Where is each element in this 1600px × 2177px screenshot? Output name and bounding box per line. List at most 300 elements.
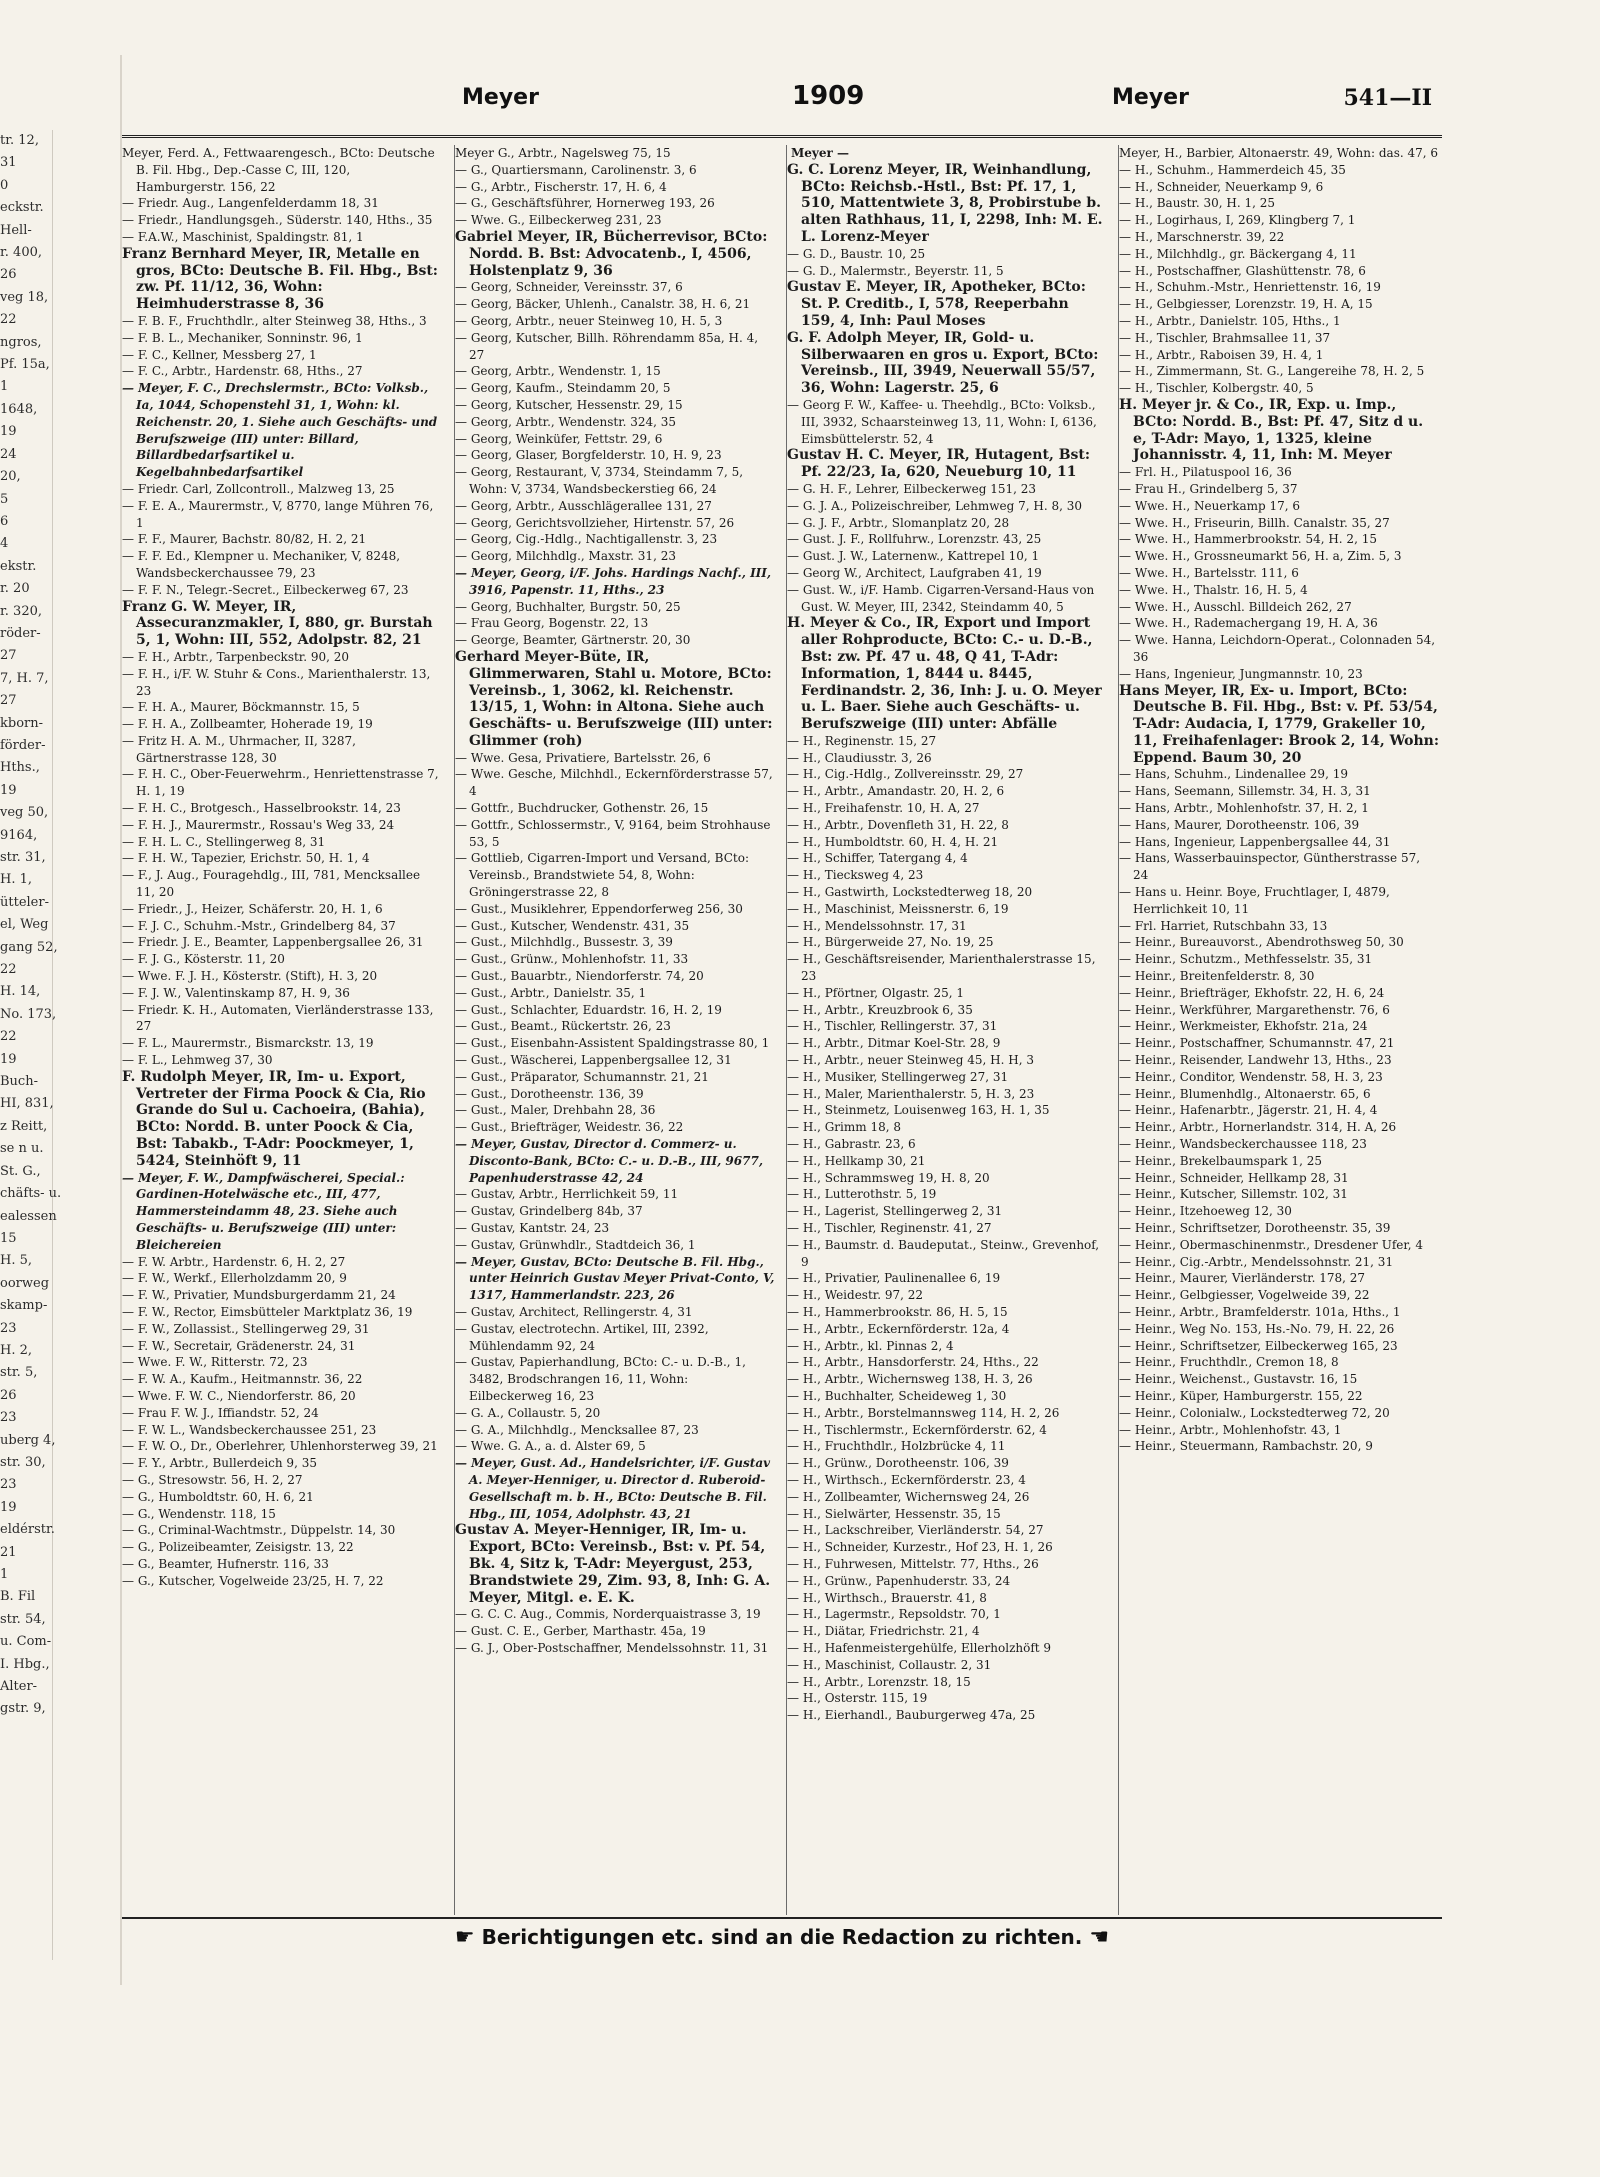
directory-entry: — H., Marschnerstr. 39, 22 [1119,229,1285,244]
sliver-line: 19 [0,1051,17,1067]
directory-entry: — Gust. J. F., Rollfuhrw., Lorenzstr. 43, 25 [787,532,1042,547]
directory-entry: — Wwe. Gesche, Milchhdl., Eckernförderstrasse 57, 4 [455,767,773,799]
directory-entry: — Fritz H. A. M., Uhrmacher, II, 3287, Gärtnerstrasse 128, 30 [122,733,356,765]
directory-entry: — Gustav, Grünwhdlr., Stadtdeich 36, 1 [455,1237,696,1252]
sliver-line: H. 14, [0,984,41,1000]
directory-entry: — Georg W., Architect, Laufgraben 41, 19 [787,565,1042,580]
sliver-line: Alter- [0,1679,38,1695]
directory-entry: — Heinr., Arbtr., Bramfelderstr. 101a, Hths., 1 [1119,1304,1401,1319]
pointing-hand-right-icon: ☚ [1089,1925,1110,1950]
sliver-line: 9164, [0,827,38,843]
pointing-hand-left-icon: ☛ [454,1925,475,1950]
directory-entry: — Heinr., Werkführer, Margarethenstr. 76, 6 [1119,1002,1390,1017]
directory-entry: — F. L., Maurermstr., Bismarckstr. 13, 19 [122,1036,374,1051]
sliver-line: ngros, [0,334,42,350]
directory-entry: — F. W. A., Kaufm., Heitmannstr. 36, 22 [122,1372,363,1387]
directory-entry: — Wwe. H., Thalstr. 16, H. 5, 4 [1119,582,1308,597]
directory-entry: — F. W. Arbtr., Hardenstr. 6, H. 2, 27 [122,1254,346,1269]
directory-entry: F. Rudolph Meyer, IR, Im- u. Export, Vertreter der Firma Poock & Cia, Rio Grande do Sul u. Cachoeira, (Bahia), BCto: Nordd. B. unter Poock & Cia, Bst: Tabakb., T-Adr: Poockmeyer, 1, 5424, Steinhöft 9, 11 [122,1068,426,1169]
directory-entry: — Frau Georg, Bogenstr. 22, 13 [455,616,649,631]
directory-entry: — Heinr., Werkmeister, Ekhofstr. 21a, 24 [1119,1019,1368,1034]
directory-entry: — H., Postschaffner, Glashüttenstr. 78, 6 [1119,263,1366,278]
sliver-line: 26 [0,267,17,283]
directory-entry: — H., Arbtr., kl. Pinnas 2, 4 [787,1338,954,1353]
directory-entry: — Heinr., Schutzm., Methfesselstr. 35, 31 [1119,952,1373,967]
sliver-line: Pf. 15a, [0,357,50,373]
directory-entry: Meyer, H., Barbier, Altonaerstr. 49, Wohn: das. 47, 6 [1119,146,1439,160]
directory-entry: — H., Cig.-Hdlg., Zollvereinsstr. 29, 27 [787,767,1024,782]
sliver-line: I. Hbg., [0,1656,50,1672]
directory-entry: — Friedr. Aug., Langenfelderdamm 18, 31 [122,196,379,211]
directory-entry: — Meyer, F. W., Dampfwäscherei, Special.: Gardinen-Hotelwäsche etc., III, 477, Hammersteindamm 48, 23. Siehe auch Geschäfts- u. Berufszweige (III) unter: Bleichereien [122,1170,405,1252]
directory-entry: — Georg, Glaser, Borgfelderstr. 10, H. 9, 23 [455,448,722,463]
directory-entry: — Heinr., Maurer, Vierländerstr. 178, 27 [1119,1271,1366,1286]
directory-entry: — H., Grünw., Dorotheenstr. 106, 39 [787,1456,1009,1471]
sliver-line: St. G., [0,1163,41,1179]
directory-entry: Franz Bernhard Meyer, IR, Metalle en gros, BCto: Deutsche B. Fil. Hbg., Bst: zw. Pf. 11/12, 36, Wohn: Heimhuderstrasse 8, 36 [122,245,438,313]
sliver-line: el, Weg [0,917,49,933]
directory-entry: — H., Schuhm., Hammerdeich 45, 35 [1119,162,1346,177]
directory-entry: — H., Humboldtstr. 60, H. 4, H. 21 [787,834,999,849]
sliver-line: 1 [0,1567,9,1582]
directory-entry: — H., Privatier, Paulinenallee 6, 19 [787,1271,1001,1286]
sliver-line: gstr. 9, [0,1701,46,1717]
directory-entry: — Gust., Präparator, Schumannstr. 21, 21 [455,1069,709,1084]
sliver-line: gang 52, [0,939,58,955]
directory-entry: Gustav H. C. Meyer, IR, Hutagent, Bst: Pf. 22/23, Ia, 620, Neueburg 10, 11 [787,447,1091,481]
directory-entry: — F. W., Rector, Eimsbütteler Marktplatz 36, 19 [122,1304,413,1319]
directory-entry: — G., Polizeibeamter, Zeisigstr. 13, 22 [122,1540,354,1555]
directory-entry: — F. W., Zollassist., Stellingerweg 29, 31 [122,1321,370,1336]
sliver-line: str. 31, [0,850,46,865]
directory-entry: — H., Arbtr., Amandastr. 20, H. 2, 6 [787,784,1005,799]
directory-entry: — Heinr., Conditor, Wendenstr. 58, H. 3, 23 [1119,1069,1383,1084]
directory-entry: — H., Hellkamp 30, 21 [787,1153,926,1168]
directory-entry: — F. E. A., Maurermstr., V, 8770, lange Mühren 76, 1 [122,498,434,530]
directory-entry: — Georg, Bäcker, Uhlenh., Canalstr. 38, H. 6, 21 [455,297,751,312]
directory-entry: — H., Tischler, Brahmsallee 11, 37 [1119,330,1331,345]
sliver-line: 4 [0,536,9,552]
directory-entry: — Heinr., Wandsbeckerchaussee 118, 23 [1119,1137,1367,1152]
directory-entry: — Heinr., Arbtr., Hornerlandstr. 314, H. A, 26 [1119,1120,1397,1135]
sliver-line: 5 [0,491,9,507]
sliver-line: 20, [0,469,21,485]
directory-entry: — Wwe. Hanna, Leichdorn-Operat., Colonnaden 54, 36 [1119,633,1436,664]
directory-entry: — Gust., Milchhdlg., Bussestr. 3, 39 [455,935,673,950]
directory-entry: — Georg F. W., Kaffee- u. Theehdlg., BCto: Volksb., III, 3932, Schaarsteinweg 13, 11, Wohn: I, 6136, Eimsbüttelerstr. 52, 4 [787,397,1097,446]
directory-entry: — F. F., Maurer, Bachstr. 80/82, H. 2, 21 [122,532,367,547]
running-head-left: Meyer [462,85,539,110]
directory-entry: — G. J. A., Polizeischreiber, Lehmweg 7, H. 8, 30 [787,498,1083,513]
sliver-line: 7, H. 7, [0,670,49,686]
directory-entry: — H., Buchhalter, Scheideweg 1, 30 [787,1388,1007,1403]
directory-entry: — H., Arbtr., Eckernförderstr. 12a, 4 [787,1321,1010,1336]
directory-entry: — H., Fuhrwesen, Mittelstr. 77, Hths., 26 [787,1556,1039,1571]
sliver-line: 31 [0,155,17,171]
sliver-line: ütteler- [0,894,49,910]
directory-entry: — F. H. L. C., Stellingerweg 8, 31 [122,834,326,849]
directory-entry: — F. F. N., Telegr.-Secret., Eilbeckerweg 67, 23 [122,582,409,597]
directory-entry: — H., Mendelssohnstr. 17, 31 [787,918,967,933]
directory-entry: — Georg, Cig.-Hdlg., Nachtigallenstr. 3, 23 [455,532,718,547]
directory-entry: — Gustav, Kantstr. 24, 23 [455,1221,610,1235]
directory-entry: — Meyer, Gust. Ad., Handelsrichter, i/F. Gustav A. Meyer-Henniger, u. Director d. Ruberoid-Gesellschaft m. b. H., BCto: Deutsche B. Fil. Hbg., III, 1054, Adolphstr. 43, 21 [455,1456,771,1521]
directory-entry: — Georg, Kutscher, Billh. Röhrendamm 85a, H. 4, 27 [455,330,759,362]
directory-entry: — Wwe. Gesa, Privatiere, Bartelsstr. 26, 6 [455,750,711,765]
directory-entry: — H., Wirthsch., Brauerstr. 41, 8 [787,1590,987,1605]
sliver-line: 23 [0,1410,17,1426]
directory-entry: — H., Wirthsch., Eckernförderstr. 23, 4 [787,1472,1026,1487]
sliver-line: Hell- [0,222,32,238]
directory-entry: — Heinr., Weichenst., Gustavstr. 16, 15 [1119,1372,1358,1387]
directory-entry: — H., Steinmetz, Louisenweg 163, H. 1, 35 [787,1103,1050,1118]
sliver-line: ealessen [0,1208,57,1224]
directory-entry: — F.A.W., Maschinist, Spaldingstr. 81, 1 [122,229,364,244]
sliver-line: 6 [0,513,9,529]
directory-entry: — G., Quartiersmann, Carolinenstr. 3, 6 [455,162,697,177]
directory-entry: — H., Grünw., Papenhuderstr. 33, 24 [787,1573,1011,1588]
directory-entry: — Heinr., Schriftsetzer, Eilbeckerweg 165, 23 [1119,1338,1398,1353]
directory-entry: — Heinr., Kutscher, Sillemstr. 102, 31 [1119,1187,1348,1202]
directory-entry: — F. F. Ed., Klempner u. Mechaniker, V, 8248, Wandsbeckerchaussee 79, 23 [122,549,401,580]
directory-entry: — Meyer, Gustav, BCto: Deutsche B. Fil. Hbg., unter Heinrich Gustav Meyer Privat-Conto, V, 1317, Hammerlandstr. 223, 26 [455,1254,775,1303]
directory-entry: Gabriel Meyer, IR, Bücherrevisor, BCto: Nordd. B. Bst: Advocatenb., I, 4506, Holstenplatz 9, 36 [455,228,768,279]
directory-entry: — G. D., Malermstr., Beyerstr. 11, 5 [787,263,1004,278]
directory-entry: — Heinr., Brekelbaumspark 1, 25 [1119,1153,1322,1168]
directory-entry: — H., Logirhaus, I, 269, Klingberg 7, 1 [1119,213,1356,228]
sliver-line: 23 [0,1320,17,1336]
directory-entry: — H., Musiker, Stellingerweg 27, 31 [787,1069,1009,1084]
directory-entry: — Gust., Wäscherei, Lappenbergsallee 12, 31 [455,1053,732,1068]
directory-entry: — Hans, Ingenieur, Jungmannstr. 10, 23 [1119,666,1363,681]
directory-entry: — H., Schuhm.-Mstr., Henriettenstr. 16, 19 [1119,280,1381,295]
sliver-line: str. 54, [0,1611,46,1627]
directory-entry: G. C. Lorenz Meyer, IR, Weinhandlung, BCto: Reichsb.-Hstl., Bst: Pf. 17, 1, 510, Mattentwiete 3, 8, Probirstube b. alten Rathhaus, 11, I, 2298, Inh: M. E. L. Lorenz-Meyer [787,161,1103,245]
directory-entry: — H., Schiffer, Tatergang 4, 4 [787,851,968,866]
directory-entry: — Georg, Arbtr., Wendenstr. 324, 35 [455,414,677,429]
directory-entry: — Gustav, electrotechn. Artikel, III, 2392, Mühlendamm 92, 24 [455,1321,709,1353]
directory-entry: — H., Schneider, Neuerkamp 9, 6 [1119,179,1324,194]
sliver-line: H. 1, [0,872,33,888]
directory-entry: Gerhard Meyer-Büte, IR, Glimmerwaren, Stahl u. Motore, BCto: Vereinsb., 1, 3062, kl. Reichenstr. 13/15, 1, Wohn: in Altona. Siehe auch Geschäfts- u. Berufszweige (III) unter: Glimmer (roh) [455,648,773,749]
directory-entry: Hans Meyer, IR, Ex- u. Import, BCto: Deutsche B. Fil. Hbg., Bst: v. Pf. 53/54, T-Adr: Audacia, I, 1779, Grakeller 10, 11, Freihafenlager: Brook 2, 14, Wohn: Eppend. Baum 30, 20 [1119,682,1440,766]
directory-entry: — F. W., Secretair, Grädenerstr. 24, 31 [122,1338,356,1353]
directory-entry: — Gust., Schlachter, Eduardstr. 16, H. 2, 19 [455,1002,722,1017]
directory-entry: G. F. Adolph Meyer, IR, Gold- u. Silberwaaren en gros u. Export, BCto: Vereinsb., III, 3949, Neuerwall 55/57, 36, Wohn: Lagerstr. 25, 6 [787,329,1099,397]
directory-entry: — Heinr., Küper, Hamburgerstr. 155, 22 [1119,1388,1363,1403]
sliver-line: 15 [0,1230,17,1246]
sliver-line: 0 [0,177,9,193]
directory-entry: — F. H. J., Maurermstr., Rossau's Weg 33, 24 [122,817,395,832]
directory-entry: — Gottfr., Buchdrucker, Gothenstr. 26, 15 [455,801,709,816]
sliver-line: eckstr. [0,200,44,216]
directory-entry: — H., Lagerist, Stellingerweg 2, 31 [787,1204,1003,1219]
sliver-line: förder- [0,737,46,753]
sliver-line: 19 [0,1499,17,1515]
directory-entry: — Gustav, Arbtr., Herrlichkeit 59, 11 [455,1187,679,1202]
directory-entry: — Friedr. J. E., Beamter, Lappenbergsallee 26, 31 [122,935,424,950]
directory-entry: — G. A., Collaustr. 5, 20 [455,1405,601,1420]
directory-entry: — Wwe. G., Eilbeckerweg 231, 23 [455,213,662,228]
sliver-line: Hths., [0,760,40,776]
sliver-line: r. 400, [0,245,42,261]
column-4 [1118,145,1443,1915]
directory-entry: — F. H. W., Tapezier, Erichstr. 50, H. 1, 4 [122,851,370,866]
directory-entry: — Gottfr., Schlossermstr., V, 9164, beim Strohhause 53, 5 [455,817,771,849]
directory-entry: — H., Eierhandl., Bauburgerweg 47a, 25 [787,1708,1036,1723]
sliver-line: No. 173, [0,1006,57,1022]
directory-entry: — Wwe. H., Hammerbrookstr. 54, H. 2, 15 [1119,532,1377,547]
directory-entry: — H., Tiecksweg 4, 23 [787,868,924,883]
directory-entry: — Gust., Eisenbahn-Assistent Spaldingstrasse 80, 1 [455,1036,770,1051]
directory-entry: — Georg, Kaufm., Steindamm 20, 5 [455,381,671,396]
directory-entry: — F. C., Kellner, Messberg 27, 1 [122,347,317,362]
directory-entry: — H., Schrammsweg 19, H. 8, 20 [787,1170,990,1185]
directory-entry: — H., Sielwärter, Hessenstr. 35, 15 [787,1506,1001,1521]
sliver-line: kborn- [0,715,44,731]
directory-entry: — Gust., Grünw., Mohlenhofstr. 11, 33 [455,952,689,967]
directory-entry: — Frl. Harriet, Rutschbahn 33, 13 [1119,918,1328,933]
sliver-line: HI, 831, [0,1096,54,1112]
directory-entry: — F. J. C., Schuhm.-Mstr., Grindelberg 84, 37 [122,918,396,933]
directory-entry: — Heinr., Gelbgiesser, Vogelweide 39, 22 [1119,1288,1370,1303]
directory-entry: — H., Hafenmeistergehülfe, Ellerholzhöft 9 [787,1640,1052,1655]
sliver-line: 22 [0,962,17,978]
directory-entry: — Wwe. H., Grossneumarkt 56, H. a, Zim. 5, 3 [1119,549,1402,564]
directory-entry: — George, Beamter, Gärtnerstr. 20, 30 [455,633,691,648]
directory-entry: — Friedr. K. H., Automaten, Vierländerstrasse 133, 27 [122,1002,434,1034]
sliver-line: chäfts- u. [0,1186,62,1202]
directory-entry: — Hans, Arbtr., Mohlenhofstr. 37, H. 2, 1 [1119,801,1369,816]
sliver-line: se n u. [0,1141,44,1157]
directory-entry: — H., Lagermstr., Repsoldstr. 70, 1 [787,1607,1001,1622]
directory-entry: — Gust. J. W., Laternenw., Kattrepel 10, 1 [787,549,1040,564]
directory-entry: — G. C. C. Aug., Commis, Norderquaistrasse 3, 19 [455,1607,761,1622]
header-rule [122,135,1442,138]
directory-entry: — H., Arbtr., Dovenfleth 31, H. 22, 8 [787,817,1009,832]
directory-entry: — H., Arbtr., Lorenzstr. 18, 15 [787,1674,971,1689]
directory-entry: — H., Zimmermann, St. G., Langereihe 78, H. 2, 5 [1119,364,1425,379]
directory-entry: — Heinr., Itzehoeweg 12, 30 [1119,1204,1292,1219]
directory-entry: Franz G. W. Meyer, IR, Assecuranzmakler, I, 880, gr. Burstah 5, 1, Wohn: III, 552, Adolpstr. 82, 21 [122,598,433,649]
directory-entry: — Gustav, Papierhandlung, BCto: C.- u. D.-B., 1, 3482, Brodschrangen 16, 11, Wohn: Eilbeckerweg 16, 23 [455,1355,746,1403]
directory-entry: — Frl. H., Pilatuspool 16, 36 [1119,465,1292,480]
directory-entry: — Georg, Restaurant, V, 3734, Steindamm 7, 5, Wohn: V, 3734, Wandsbeckerstieg 66, 24 [455,465,744,496]
sliver-line: 27 [0,648,17,664]
directory-entry: — Hans, Wasserbauinspector, Güntherstrasse 57, 24 [1119,851,1421,883]
directory-entry: — F. H. C., Brotgesch., Hasselbrookstr. 14, 23 [122,801,401,816]
running-head-right: Meyer [1112,85,1189,110]
directory-entry: — Meyer, Georg, i/F. Johs. Hardings Nachf., III, 3916, Papenstr. 11, Hths., 23 [455,565,772,597]
directory-entry: — Heinr., Blumenhdlg., Altonaerstr. 65, 6 [1119,1086,1371,1101]
directory-entry: — Gust., Arbtr., Danielstr. 35, 1 [455,985,647,1000]
column-2 [454,145,779,1915]
running-head-year: 1909 [792,81,865,111]
directory-entry: — H., Zollbeamter, Wichernsweg 24, 26 [787,1489,1030,1504]
directory-entry: — H., Arbtr., neuer Steinweg 45, H. H, 3 [787,1053,1035,1068]
directory-entry: — Hans, Seemann, Sillemstr. 34, H. 3, 31 [1119,784,1371,799]
directory-entry: — H., Gelbgiesser, Lorenzstr. 19, H. A, 15 [1119,297,1373,312]
directory-entry: H. Meyer & Co., IR, Export und Import aller Rohproducte, BCto: C.- u. D.-B., Bst: zw. Pf. 47 u. 48, Q 41, T-Adr: Information, 1, 8444 u. 8445, Ferdinandstr. 2, 36, Inh: J. u. O. Meyer u. L. Baer. Siehe auch Geschäfts- u. Berufszweige (III) unter: Abfälle [787,615,1102,733]
directory-entry: — H., Tischlermstr., Eckernförderstr. 62, 4 [787,1422,1047,1437]
directory-entry: — Hans, Maurer, Dorotheenstr. 106, 39 [1119,817,1360,832]
directory-entry: — F. H., Arbtr., Tarpenbeckstr. 90, 20 [122,649,350,664]
directory-entry: — H., Arbtr., Danielstr. 105, Hths., 1 [1119,313,1341,328]
directory-entry: — H., Reginenstr. 15, 27 [787,733,937,748]
directory-entry: — G., Stresowstr. 56, H. 2, 27 [122,1472,303,1487]
directory-entry: — Gust., Musiklehrer, Eppendorferweg 256, 30 [455,901,743,916]
directory-entry: — F. W. L., Wandsbeckerchaussee 251, 23 [122,1422,377,1437]
directory-entry: — Heinr., Reisender, Landwehr 13, Hths., 23 [1119,1053,1392,1068]
directory-entry: — Meyer, F. C., Drechslermstr., BCto: Volksb., Ia, 1044, Schopenstehl 31, 1, Wohn: kl. Reichenstr. 20, 1. Siehe auch Geschäfts- und Berufszweige (III) unter: Billard, Billardbedarfsartikel u. Kegelbahnbedarfsartikel [122,381,438,480]
directory-entry: — Gust., Dorotheenstr. 136, 39 [455,1086,644,1101]
directory-entry: — H., Arbtr., Ditmar Koel-Str. 28, 9 [787,1036,1001,1051]
directory-entry: — Gustav, Architect, Rellingerstr. 4, 31 [455,1304,693,1319]
sliver-line: ekstr. [0,558,37,574]
column-1 [122,145,446,1915]
directory-entry: — H., Maschinist, Collaustr. 2, 31 [787,1657,992,1672]
directory-entry: — F. B. L., Mechaniker, Sonninstr. 96, 1 [122,330,363,345]
directory-entry: — Gust., Maler, Drehbahn 28, 36 [455,1103,656,1118]
directory-entry: — G., Criminal-Wachtmstr., Düppelstr. 14, 30 [122,1523,396,1538]
column-3 [786,145,1111,1915]
directory-entry: — H., Weidestr. 97, 22 [787,1288,923,1303]
sliver-line: eldérstr. [0,1522,55,1538]
sliver-line: skamp- [0,1298,48,1314]
directory-entry: — H., Grimm 18, 8 [787,1120,901,1135]
directory-entry: Gustav A. Meyer-Henniger, IR, Im- u. Export, BCto: Vereinsb., Bst: v. Pf. 54, Bk. 4, Sitz k, T-Adr: Meyergust, 253, Brandstwiete 29, Zim. 93, 8, Inh: G. A. Meyer, Mitgl. e. E. K. [455,1522,771,1606]
directory-entry: — Wwe. H., Neuerkamp 17, 6 [1119,498,1301,513]
directory-entry: — F. J. G., Kösterstr. 11, 20 [122,952,285,967]
directory-entry: — H., Milchhdlg., gr. Bäckergang 4, 11 [1119,246,1357,261]
directory-entry: — Heinr., Fruchthdlr., Cremon 18, 8 [1119,1355,1339,1370]
directory-entry: — H., Gabrastr. 23, 6 [787,1137,916,1152]
directory-entry: — Georg, Arbtr., neuer Steinweg 10, H. 5, 3 [455,313,723,328]
directory-entry: — H., Arbtr., Borstelmannsweg 114, H. 2, 26 [787,1405,1060,1420]
directory-entry: — Heinr., Obermaschinenmstr., Dresdener Ufer, 4 [1119,1237,1424,1252]
directory-entry: — Heinr., Breitenfelderstr. 8, 30 [1119,969,1315,984]
sliver-line: u. Com- [0,1634,52,1650]
sliver-line: veg 50, [0,805,49,821]
directory-entry: — Hans, Ingenieur, Lappenbergsallee 44, 31 [1119,834,1391,849]
directory-entry: — H., Geschäftsreisender, Marienthalerstrasse 15, 23 [787,952,1096,984]
directory-entry: — Georg, Gerichtsvollzieher, Hirtenstr. 57, 26 [455,515,735,530]
directory-entry: — Gust., Kutscher, Wendenstr. 431, 35 [455,918,690,933]
directory-entry: — H., Tischler, Reginenstr. 41, 27 [787,1221,992,1235]
directory-entry: — G., Beamter, Hufnerstr. 116, 33 [122,1556,329,1571]
directory-entry: — Wwe. H., Rademachergang 19, H. A, 36 [1119,616,1378,631]
sliver-line: Buch- [0,1074,38,1090]
sliver-line: uberg 4, [0,1432,56,1448]
sliver-line: 21 [0,1544,17,1560]
directory-entry: — F., J. Aug., Fouragehdlg., III, 781, Mencksallee 11, 20 [122,868,421,900]
directory-entry: — H., Osterstr. 115, 19 [787,1691,928,1706]
directory-entry: — H., Maschinist, Meissnerstr. 6, 19 [787,901,1009,916]
directory-entry: — Wwe. H., Ausschl. Billdeich 262, 27 [1119,599,1352,614]
sliver-line: oorweg [0,1275,50,1291]
directory-entry: — F. W., Privatier, Mundsburgerdamm 21, 24 [122,1288,396,1303]
directory-entry: — Gottlieb, Cigarren-Import und Versand, BCto: Vereinsb., Brandstwiete 54, 8, Wohn: Gröningerstrasse 22, 8 [455,851,749,900]
directory-entry: — Friedr., Handlungsgeh., Süderstr. 140, Hths., 35 [122,213,433,228]
directory-entry: — H., Tischler, Kolbergstr. 40, 5 [1119,381,1314,396]
sliver-line: 19 [0,782,17,798]
sliver-line: 26 [0,1387,17,1403]
directory-entry: — F. W., Werkf., Ellerholzdamm 20, 9 [122,1271,347,1286]
sliver-line: 27 [0,693,17,709]
directory-entry: — F. W. O., Dr., Oberlehrer, Uhlenhorsterweg 39, 21 [122,1439,438,1454]
sliver-line: H. 5, [0,1253,33,1269]
directory-entry: — G., Arbtr., Fischerstr. 17, H. 6, 4 [455,179,667,194]
directory-entry: — Heinr., Schneider, Hellkamp 28, 31 [1119,1170,1349,1185]
directory-entry: — Friedr. Carl, Zollcontroll., Malzweg 13, 25 [122,481,395,496]
directory-entry: — G., Humboldtstr. 60, H. 6, 21 [122,1489,314,1504]
directory-entry: — Georg, Arbtr., Wendenstr. 1, 15 [455,364,661,379]
directory-entry: — Gust. W., i/F. Hamb. Cigarren-Versand-Haus von Gust. W. Meyer, III, 2342, Steindamm 40, 5 [787,582,1095,614]
directory-entry: — H., Lackschreiber, Vierländerstr. 54, 27 [787,1523,1044,1538]
directory-entry: — H., Schneider, Kurzestr., Hof 23, H. 1, 26 [787,1540,1053,1555]
directory-entry: — Georg, Buchhalter, Burgstr. 50, 25 [455,599,681,614]
directory-entry: — Georg, Kutscher, Hessenstr. 29, 15 [455,397,683,412]
directory-entry: — Heinr., Arbtr., Mohlenhofstr. 43, 1 [1119,1422,1342,1437]
directory-entry: — H., Hammerbrookstr. 86, H. 5, 15 [787,1304,1008,1319]
sliver-line: r. 320, [0,603,42,619]
entry-columns [122,145,1452,1915]
directory-entry: — Wwe. F. W., Ritterstr. 72, 23 [122,1355,308,1370]
directory-entry: — F. J. W., Valentinskamp 87, H. 9, 36 [122,985,350,1000]
running-head [122,81,1462,125]
directory-entry: — H., Baumstr. d. Baudeputat., Steinw., Grevenhof, 9 [787,1237,1100,1269]
directory-entry: — H., Baustr. 30, H. 1, 25 [1119,196,1275,211]
directory-entry: — G. J., Ober-Postschaffner, Mendelssohnstr. 11, 31 [455,1640,769,1655]
previous-page-edge [0,130,62,1960]
directory-entry: H. Meyer jr. & Co., IR, Exp. u. Imp., BCto: Nordd. B., Bst: Pf. 47, Sitz d u. e, T-Adr: Mayo, 1, 1325, kleine Johannisstr. 4, 11, Inh: M. Meyer [1119,396,1424,464]
directory-entry: — Heinr., Weg No. 153, Hs.-No. 79, H. 22, 26 [1119,1321,1395,1336]
directory-entry: — F. H. A., Maurer, Böckmannstr. 15, 5 [122,700,360,715]
directory-entry: — Meyer, Gustav, Director d. Commerz- u. Disconto-Bank, BCto: C.- u. D.-B., III, 9677, Papenhuderstrasse 42, 24 [455,1137,764,1185]
directory-entry: — H., Fruchthdlr., Holzbrücke 4, 11 [787,1439,1006,1454]
sliver-line: 1648, [0,401,38,417]
directory-entry: — Friedr., J., Heizer, Schäferstr. 20, H. 1, 6 [122,901,383,916]
directory-entry: — Georg, Arbtr., Ausschlägerallee 131, 27 [455,498,712,513]
footer-rule [122,1917,1442,1919]
directory-entry: — H., Diätar, Friedrichstr. 21, 4 [787,1624,980,1639]
directory-entry: — Frau H., Grindelberg 5, 37 [1119,481,1298,496]
sliver-line: 24 [0,446,17,462]
directory-entry: — Wwe. F. J. H., Kösterstr. (Stift), H. 3, 20 [122,969,378,984]
directory-entry: — Gustav, Grindelberg 84b, 37 [455,1204,643,1219]
sliver-line: 22 [0,312,17,328]
directory-entry: — F. Y., Arbtr., Bullerdeich 9, 35 [122,1456,317,1471]
sliver-line: veg 18, [0,289,49,305]
directory-entry: — Hans u. Heinr. Boye, Fruchtlager, I, 4879, Herrlichkeit 10, 11 [1119,885,1390,916]
sliver-line: 19 [0,424,17,440]
directory-entry: — F. L., Lehmweg 37, 30 [122,1053,273,1068]
sliver-line: 23 [0,1477,17,1493]
footer-notice [122,1925,1442,1950]
sliver-line: str. 30, [0,1454,46,1470]
directory-page [120,55,1462,1985]
directory-entry: — Heinr., Briefträger, Ekhofstr. 22, H. 6, 24 [1119,985,1385,1000]
directory-entry: — G., Kutscher, Vogelweide 23/25, H. 7, 22 [122,1573,384,1588]
directory-entry: — H., Freihafenstr. 10, H. A, 27 [787,801,980,816]
directory-entry: — Heinr., Cig.-Arbtr., Mendelssohnstr. 21, 31 [1119,1254,1394,1269]
directory-entry: — Gust., Bauarbtr., Niendorferstr. 74, 20 [455,969,704,984]
directory-entry: — G. J. F., Arbtr., Slomanplatz 20, 28 [787,515,1010,530]
directory-entry: — H., Gastwirth, Lockstedterweg 18, 20 [787,885,1033,900]
directory-entry: Meyer G., Arbtr., Nagelsweg 75, 15 [455,146,671,160]
column-head: Meyer — [791,146,850,160]
directory-entry: — H., Tischler, Rellingerstr. 37, 31 [787,1019,998,1034]
